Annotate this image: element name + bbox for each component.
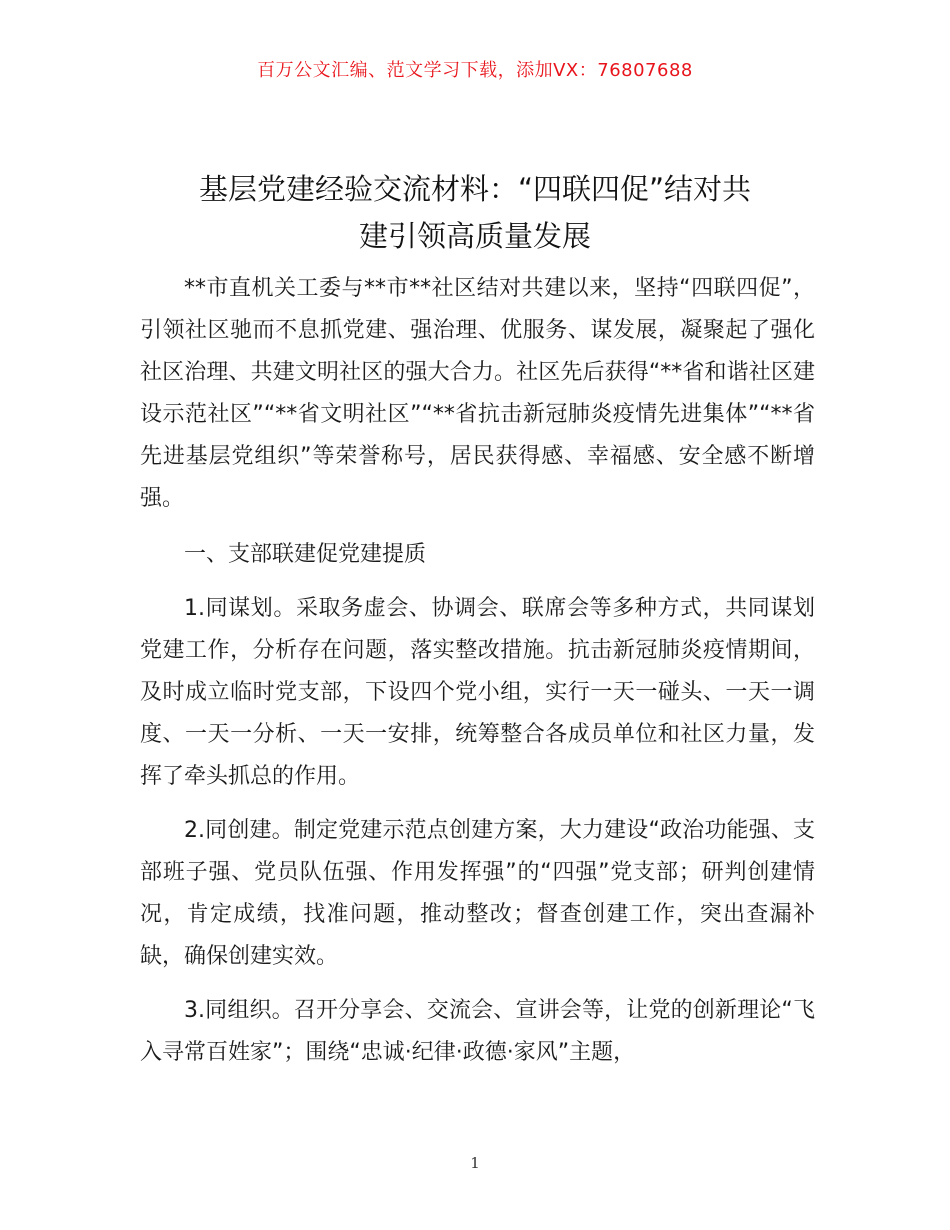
title-line-2: 建引领高质量发展: [358, 219, 591, 253]
title-line-1: 基层党建经验交流材料：“四联四促”结对共: [198, 172, 752, 206]
document-title: [140, 166, 810, 260]
header-banner: 百万公文汇编、范文学习下载，添加VX：76807688: [257, 60, 693, 81]
body-paragraph: 2.同创建。制定党建示范点创建方案，大力建设“政治功能强、支部班子强、党员队伍强、作用发挥强”的“四强”党支部；研判创建情况，肯定成绩，找准问题，推动整改；督查创建工作，突出查漏补缺，确保创建实效。: [140, 818, 815, 969]
document-body: [140, 268, 815, 1074]
page-number: 1: [470, 1154, 480, 1172]
intro-paragraph: **市直机关工委与**市**社区结对共建以来，坚持“四联四促”，引领社区驰而不息抓党建、强治理、优服务、谋发展，凝聚起了强化社区治理、共建文明社区的强大合力。社区先后获得“**省和谐社区建设示范社区”“**省文明社区”“**省抗击新冠肺炎疫情先进集体”“**省先进基层党组织”等荣誉称号，居民获得感、幸福感、安全感不断增强。: [140, 276, 815, 511]
body-paragraph: 1.同谋划。采取务虚会、协调会、联席会等多种方式，共同谋划党建工作，分析存在问题，落实整改措施。抗击新冠肺炎疫情期间，及时成立临时党支部，下设四个党小组，实行一天一碰头、一天一调度、一天一分析、一天一安排，统筹整合各成员单位和社区力量，发挥了牵头抓总的作用。: [140, 596, 815, 789]
body-paragraph: 3.同组织。召开分享会、交流会、宣讲会等，让党的创新理论“飞入寻常百姓家”；围绕“忠诚·纪律·政德·家风”主题，: [140, 998, 815, 1065]
section-heading: 一、支部联建促党建提质: [184, 542, 427, 567]
